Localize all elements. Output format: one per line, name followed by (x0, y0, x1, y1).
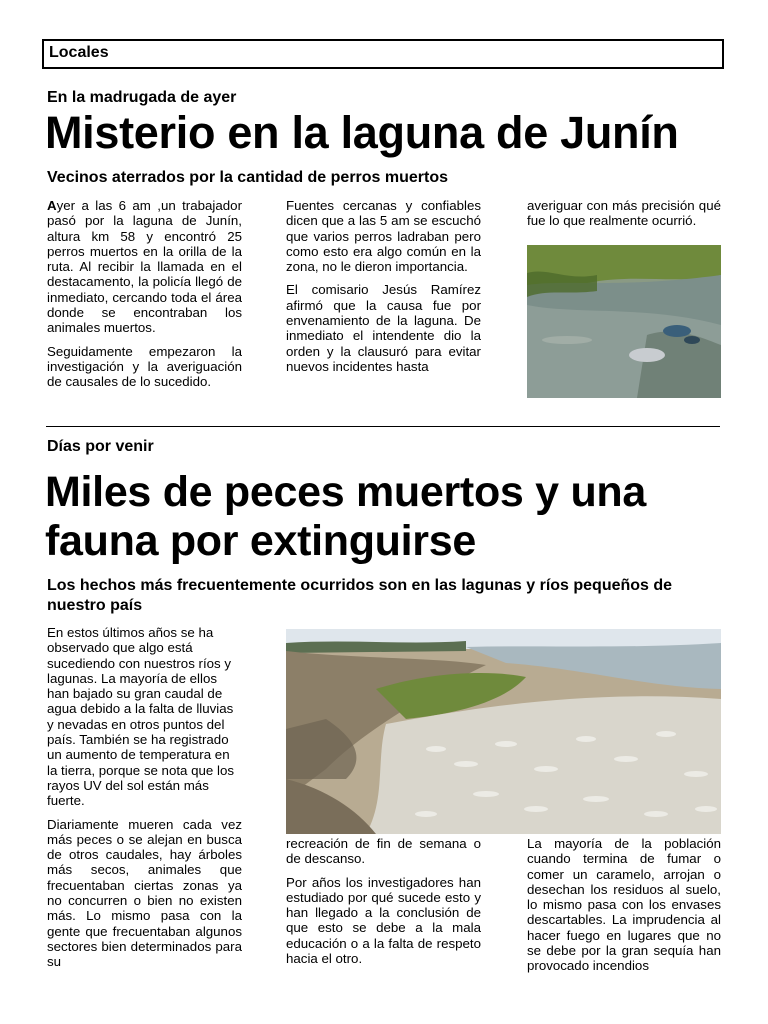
article-divider (46, 426, 720, 427)
dead-fish-photo (286, 629, 721, 834)
article2-headline-line-1: Miles de peces muertos y una (45, 468, 646, 516)
article1-column-1 (47, 198, 242, 398)
article2-col1-paragraph-1: En estos últimos años se ha observado que algo está sucediendo con nuestros ríos y lagunas. La mayoría de ellos han bajado su gran caudal de agua debido a la falta de lluvias y nevadas en otros puntos del país. También se ha registrado un aumento de temperatura en la tierra, porque se nota que los rayos UV del sol están más fuerte. (47, 625, 235, 809)
article1-kicker: En la madrugada de ayer (47, 89, 237, 106)
article2-column-3 (527, 836, 721, 976)
article2-headline-line-2: fauna por extinguirse (45, 516, 476, 565)
dropcap: A (47, 198, 57, 213)
article1-col2-paragraph-1: Fuentes cercanas y confiables dicen que a las 5 am se escuchó que varios perros ladraban pero como esto era algo común en la zona, no le dieron importancia. (286, 198, 481, 275)
article2-col3-paragraph-1: La mayoría de la población cuando termina de fumar o comer un caramelo, arrojan o desechan los residuos al suelo, lo mismo pasa con los envases descartables. La imprudencia al hacer fuego en lugares que no se debe por la gran sequía han provocado incendios (527, 836, 721, 974)
article1-deck: Vecinos aterrados por la cantidad de perros muertos (47, 169, 449, 186)
dead-fish-illustration (286, 629, 721, 834)
lagoon-shore-photo (527, 245, 721, 398)
article2-col2-paragraph-2: Por años los investigadores han estudiado por qué sucede esto y han llegado a la conclusión de que esto se debe a la mala educación o a la falta de respeto hacia el otro. (286, 874, 481, 967)
article1-col1-paragraph-1 (47, 198, 242, 336)
article1-col1-text-1: yer a las 6 am ,un trabajador pasó por la laguna de Junín, altura km 58 y encontró 25 perros muertos en la orilla de la ruta. Al recibir la llamada en el destacamento, la policía llegó de inmediato, cercando toda el área donde se encontraban los animales muertos. (47, 198, 242, 336)
article2-col2-paragraph-1: recreación de fin de semana o de descanso. (286, 836, 481, 867)
article2-column-2 (286, 836, 481, 976)
article2-headline (45, 468, 646, 565)
lagoon-shore-illustration (527, 245, 721, 398)
article1-column-2 (286, 198, 481, 398)
section-header (42, 39, 724, 69)
article1-column-3 (527, 198, 721, 248)
article1-headline: Misterio en la laguna de Junín (45, 107, 679, 158)
article2-col1-paragraph-2: Diariamente mueren cada vez más peces o se alejan en busca de otros caudales, hay árboles más secos, animales que frecuentaban ciertas zonas ya no concurren o bien no existen más. Lo mismo pasa con la gente que frecuentaban algunos sectores bien determinados para su (47, 816, 242, 970)
article1-col1-paragraph-2: Seguidamente empezaron la investigación y la averiguación de causales de lo sucedido. (47, 343, 242, 390)
article2-deck: Los hechos más frecuentemente ocurridos son en las lagunas y ríos pequeños de nuestro país (47, 577, 673, 614)
article2-column-1 (47, 625, 242, 975)
article2-kicker: Días por venir (47, 438, 154, 455)
section-label: Locales (49, 44, 109, 61)
article1-col3-paragraph-1: averiguar con más precisión qué fue lo que realmente ocurrió. (527, 198, 721, 229)
article1-col2-paragraph-2: El comisario Jesús Ramírez afirmó que la causa fue por envenamiento de la laguna. De inmediato el intendente dio la orden y la clausuró para evitar nuevos incidentes hasta (286, 282, 481, 374)
